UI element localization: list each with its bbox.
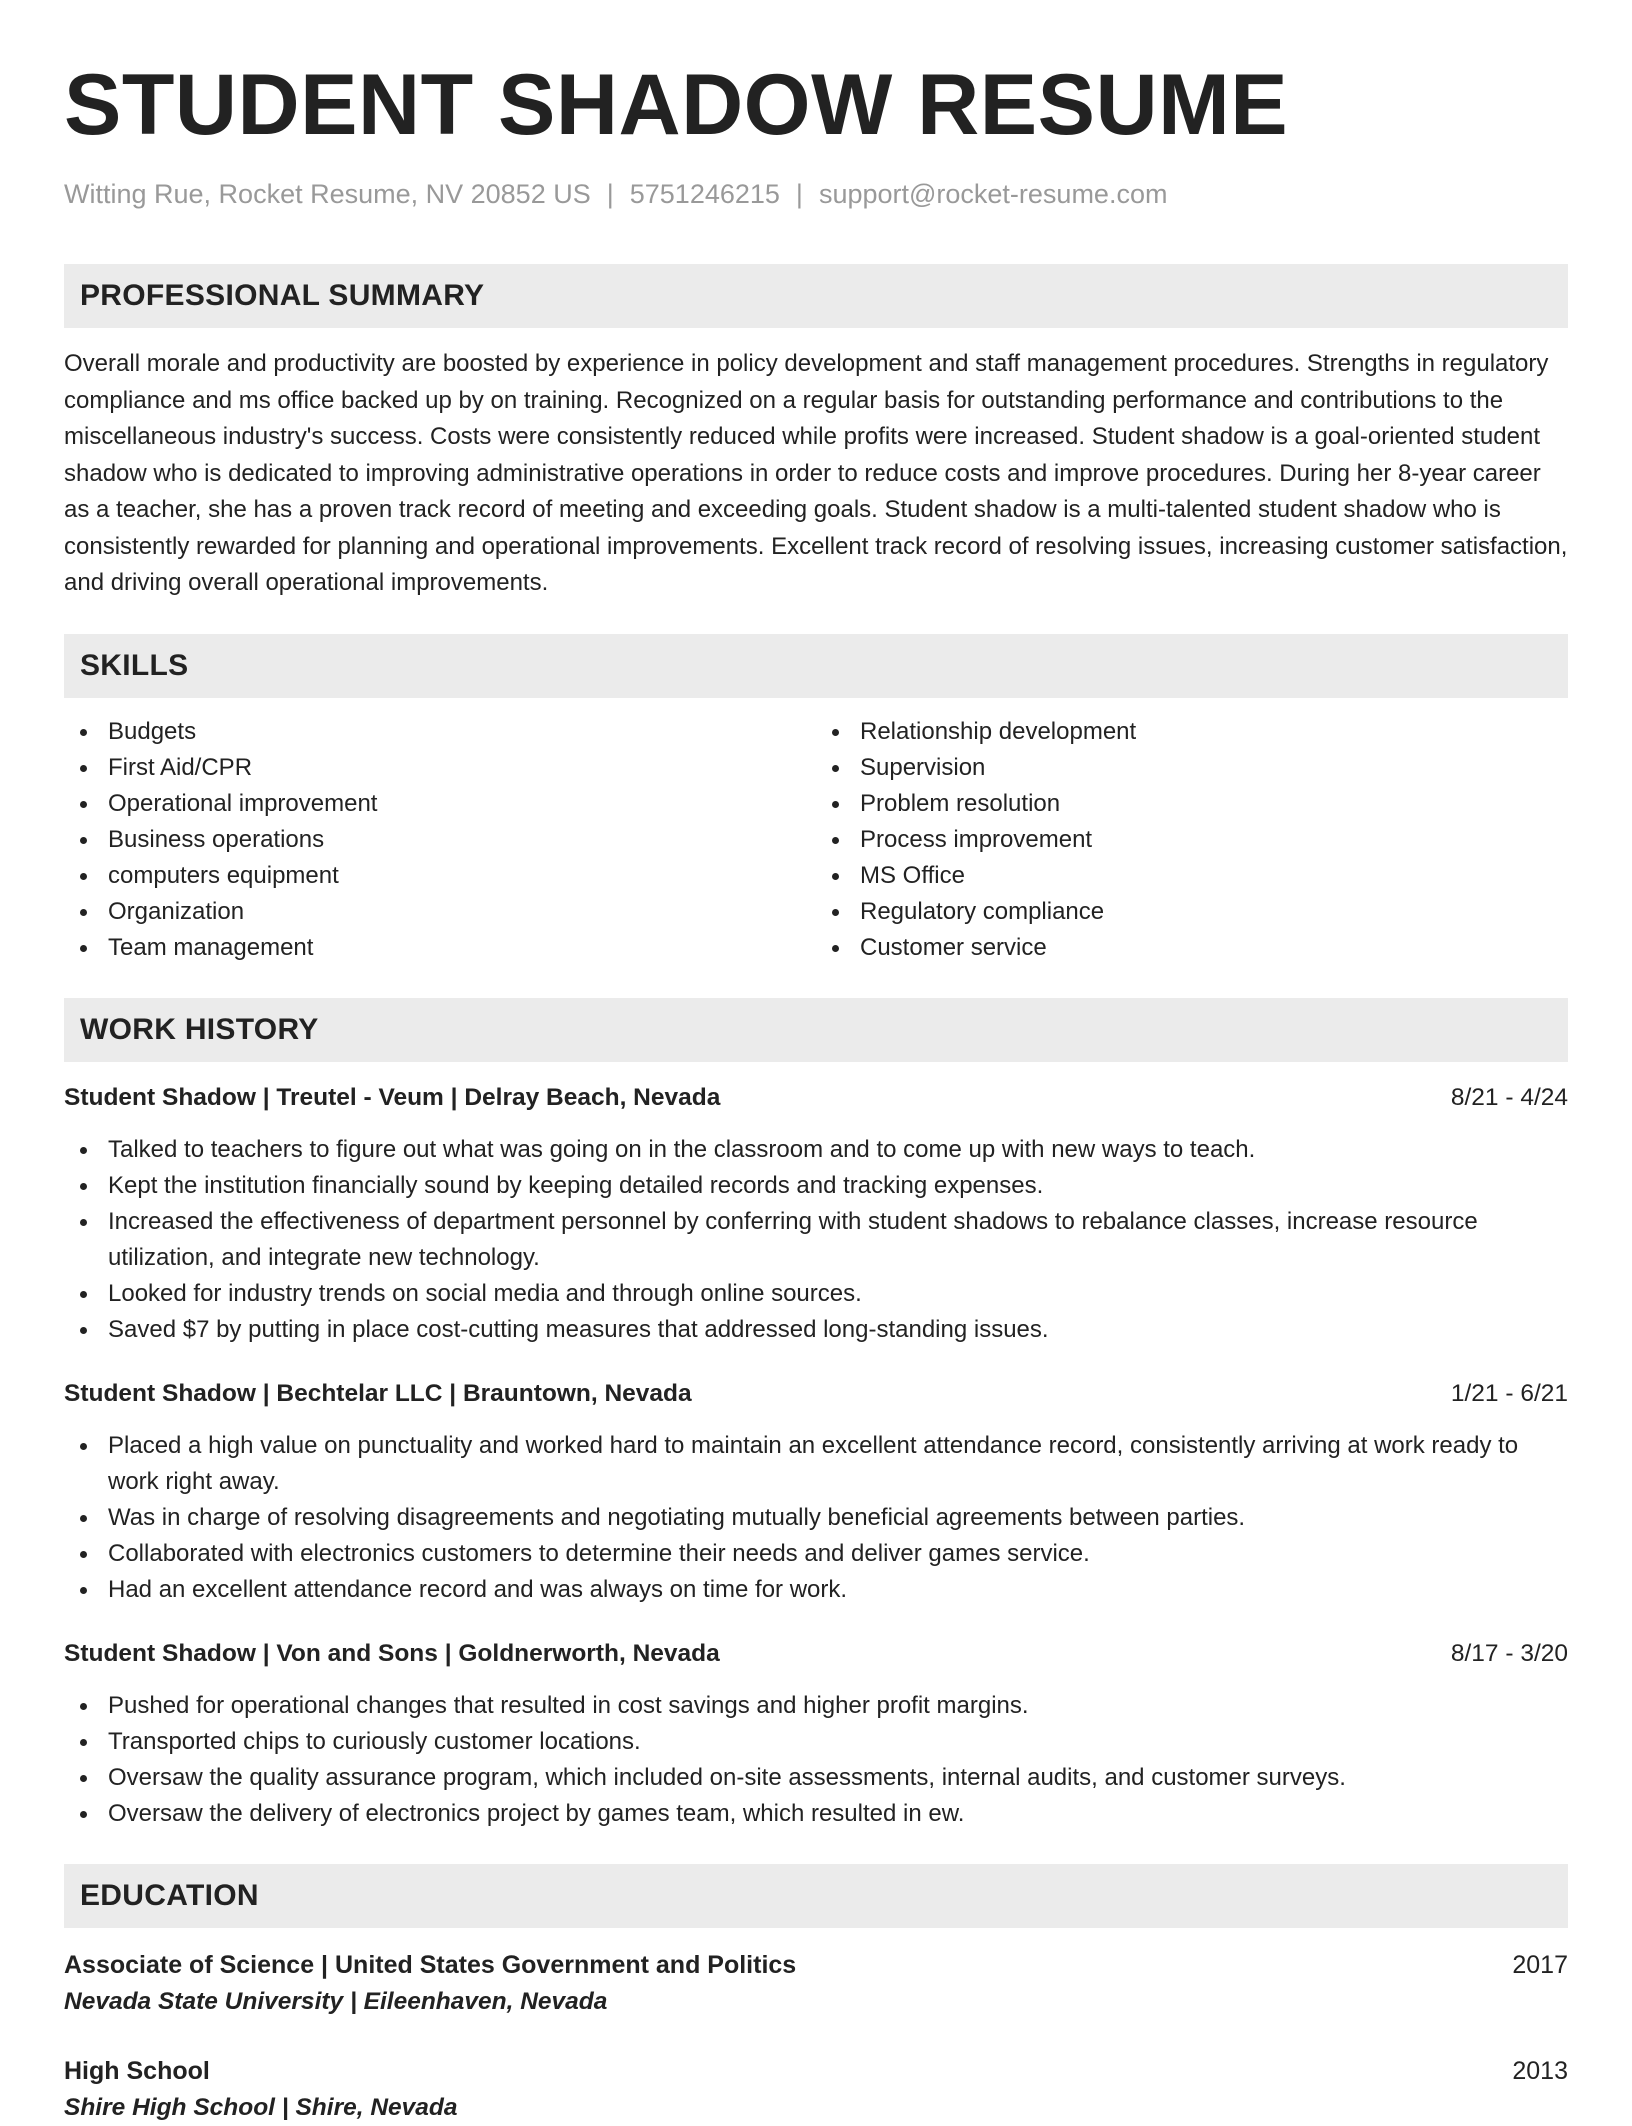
skill-item: Organization [108, 894, 816, 930]
job-bullet: Increased the effectiveness of department personnel by conferring with student shadows to rebalance classes, increase resource utilization, and integrate new technology. [108, 1204, 1568, 1276]
job-title: Student Shadow | Treutel - Veum | Delray Beach, Nevada [64, 1083, 721, 1111]
job-bullet: Talked to teachers to figure out what was going on in the classroom and to come up with new ways to teach. [108, 1132, 1568, 1168]
education-heading [64, 2054, 1568, 2088]
skill-item: First Aid/CPR [108, 750, 816, 786]
job-bullet: Pushed for operational changes that resulted in cost savings and higher profit margins. [108, 1688, 1568, 1724]
section-header-education: EDUCATION [64, 1864, 1568, 1928]
skill-item: Relationship development [860, 714, 1568, 750]
job-bullets [64, 1688, 1568, 1832]
job-bullet: Placed a high value on punctuality and worked hard to maintain an excellent attendance record, consistently arriving at work ready to work right away. [108, 1428, 1568, 1500]
job-bullet: Collaborated with electronics customers to determine their needs and deliver games service. [108, 1536, 1568, 1572]
education-school: Shire High School | Shire, Nevada [64, 2093, 458, 2121]
skill-item: computers equipment [108, 858, 816, 894]
job-bullet: Kept the institution financially sound by keeping detailed records and tracking expenses. [108, 1168, 1568, 1204]
summary-text: Overall morale and productivity are boosted by experience in policy development and staff management procedures. Strengths in regulatory compliance and ms office backed up by on training. Recognized on a regular basis for outstanding performance and contributions to the miscellaneous industry's success. Costs were consistently reduced while profits were increased. Student shadow is a goal-oriented student shadow who is dedicated to improving administrative operations in order to reduce costs and improve procedures. During her 8-year career as a teacher, she has a proven track record of meeting and exceeding goals. Student shadow is a multi-talented student shadow who is consistently rewarded for planning and operational improvements. Excellent track record of resolving issues, increasing customer satisfaction, and driving overall operational improvements. [64, 350, 1568, 597]
job-dates: 8/21 - 4/24 [1450, 1083, 1568, 1111]
job-bullet: Looked for industry trends on social media and through online sources. [108, 1276, 1568, 1312]
contact-separator: | [606, 179, 614, 209]
job-heading [64, 1082, 1568, 1114]
job-bullets [64, 1428, 1568, 1608]
education-degree: High School [64, 2056, 210, 2085]
education-degree: Associate of Science | United States Government and Politics [64, 1950, 797, 1979]
job-heading [64, 1378, 1568, 1410]
skill-item: Budgets [108, 714, 816, 750]
skill-item: Team management [108, 930, 816, 966]
education-entry [64, 1948, 1568, 2020]
contact-address: Witting Rue, Rocket Resume, NV 20852 US [64, 179, 591, 209]
skill-item: Problem resolution [860, 786, 1568, 822]
contact-email: support@rocket-resume.com [818, 179, 1168, 209]
education-heading [64, 1948, 1568, 1982]
skills-column-right [816, 714, 1568, 966]
skill-item: Process improvement [860, 822, 1568, 858]
contact-phone: 5751246215 [629, 179, 780, 209]
section-header-skills: SKILLS [64, 634, 1568, 698]
job-bullets [64, 1132, 1568, 1348]
job-entry [64, 1082, 1568, 1348]
contact-separator: | [795, 179, 803, 209]
skill-item: MS Office [860, 858, 1568, 894]
skill-item: Business operations [108, 822, 816, 858]
job-title: Student Shadow | Von and Sons | Goldnerworth, Nevada [64, 1639, 720, 1667]
job-dates: 1/21 - 6/21 [1450, 1379, 1568, 1407]
skill-item: Customer service [860, 930, 1568, 966]
education-year: 2017 [1512, 1950, 1568, 1979]
contact-line [64, 178, 1568, 210]
job-bullet: Oversaw the delivery of electronics project by games team, which resulted in ew. [108, 1796, 1568, 1832]
job-entry [64, 1378, 1568, 1608]
job-title: Student Shadow | Bechtelar LLC | Brauntown, Nevada [64, 1379, 692, 1407]
skill-item: Supervision [860, 750, 1568, 786]
job-bullet: Had an excellent attendance record and was always on time for work. [108, 1572, 1568, 1608]
education-entry [64, 2054, 1568, 2126]
job-bullet: Transported chips to curiously customer locations. [108, 1724, 1568, 1760]
resume-title: STUDENT SHADOW RESUME [64, 57, 1289, 153]
education-school: Nevada State University | Eileenhaven, Nevada [64, 1987, 608, 2015]
job-bullet: Was in charge of resolving disagreements and negotiating mutually beneficial agreements between parties. [108, 1500, 1568, 1536]
skill-item: Operational improvement [108, 786, 816, 822]
skills-column-left [64, 714, 816, 966]
section-header-summary: PROFESSIONAL SUMMARY [64, 264, 1568, 328]
section-header-work-history: WORK HISTORY [64, 998, 1568, 1062]
education-year: 2013 [1512, 2056, 1568, 2085]
job-dates: 8/17 - 3/20 [1450, 1639, 1568, 1667]
skills-grid [64, 714, 1568, 966]
job-bullet: Saved $7 by putting in place cost-cutting measures that addressed long-standing issues. [108, 1312, 1568, 1348]
job-bullet: Oversaw the quality assurance program, which included on-site assessments, internal audits, and customer surveys. [108, 1760, 1568, 1796]
skill-item: Regulatory compliance [860, 894, 1568, 930]
job-heading [64, 1638, 1568, 1670]
job-entry [64, 1638, 1568, 1832]
